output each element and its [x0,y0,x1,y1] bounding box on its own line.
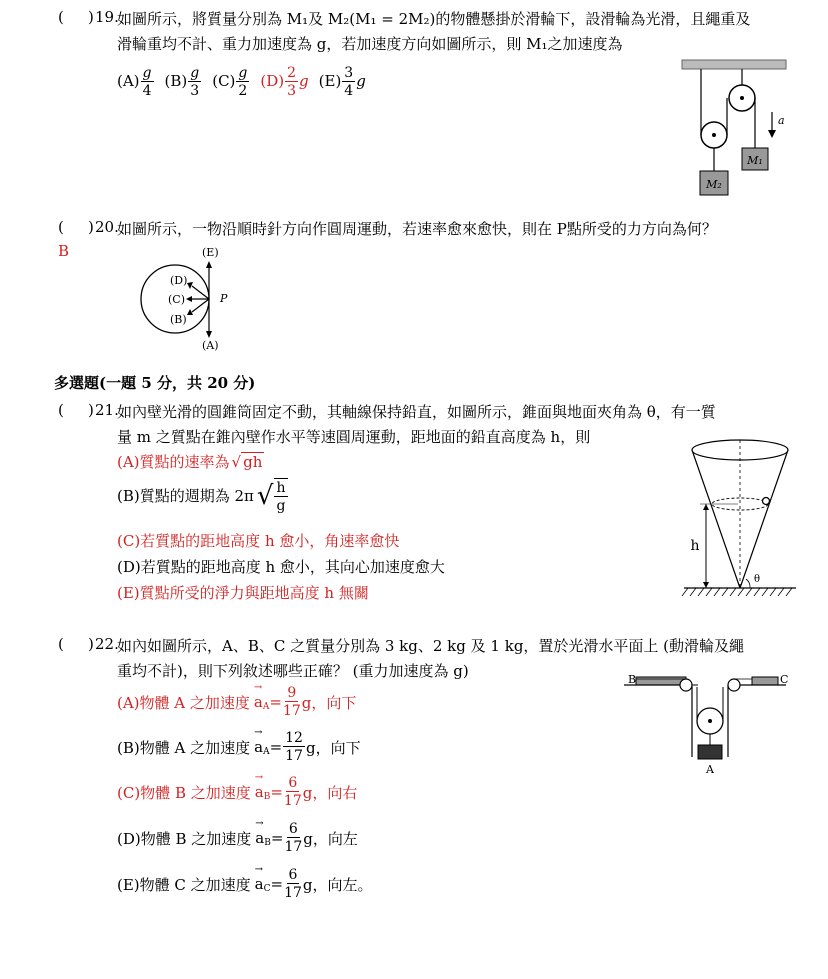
particle [763,498,770,505]
q22-line1: 如內如圖所示，A、B、C 之質量分別為 3 kg、2 kg 及 1 kg，置於光滑水平面上 (動滑輪及繩 [117,637,745,655]
q19-option-a: (A) $\frac{g}{4}$ [117,65,152,99]
q19-options [117,66,366,98]
q19-pulley-figure [680,58,790,203]
q21-paren-open: ( [58,401,64,419]
q19-option-c: (C) $\frac{g}{2}$ [212,65,248,99]
label-a: A [706,763,714,776]
q22-option-c: (C)物體 B 之加速度 → $a_B$ = $\frac{6}{17}$ g，向右 [117,776,357,808]
q22-line2: 重均不計)，則下列敘述哪些正確？ (重力加速度為 g) [117,662,469,680]
q22-option-a: (A)物體 A 之加速度 → $a_A$ = $\frac{9}{17}$ g，向下 [117,686,356,718]
q19-paren-close: ) [88,8,94,26]
q20-paren-close: ) [88,218,94,236]
label-b: (B) [170,313,187,326]
q20-circle-figure [130,242,250,354]
q20-text: 如圖所示，一物沿順時針方向作圓周運動，若速率愈來愈快，則在 P點所受的力方向為何？ [117,220,717,238]
left-pulley [680,679,692,691]
accel-label: a [778,114,785,127]
label-e: (E) [202,246,219,259]
accel-arrow [768,130,776,138]
q21-line2: 量 m 之質點在錐內壁作水平等速圓周運動，距地面的鉛直高度為 h，則 [117,428,591,446]
q22-pulley-figure [622,667,792,779]
q19-line2: 滑輪重均不計、重力加速度為 g，若加速度方向如圖所示，則 M₁之加速度為 [117,35,623,53]
q21-option-a: (A)質點的速率為 √ gh [117,453,263,471]
block-b [636,677,686,685]
q19-number: 19. [95,8,119,26]
label-c: (C) [168,293,185,306]
q22-number: 22. [95,635,119,653]
q21-option-d: (D)若質點的距地高度 h 愈小，其向心加速度愈大 [117,558,445,576]
h-label: h [690,538,700,554]
q20-paren-open: ( [58,218,64,236]
theta-label: θ [754,574,761,585]
mass-m1-label: M₁ [747,154,763,167]
q21-cone-figure [680,438,800,603]
section-title: 多選題(一題 5 分，共 20 分) [54,374,256,392]
q21-option-e: (E)質點所受的淨力與距地高度 h 無關 [117,584,369,602]
q19-option-e: (E) $\frac{3}{4}$ g [318,65,366,99]
mass-m2-label: M₂ [706,178,722,191]
label-p: P [220,292,228,305]
q22-paren-close: ) [88,635,94,653]
q21-number: 21. [95,401,119,419]
q22-option-e: (E)物體 C 之加速度 → $a_C$ = $\frac{6}{17}$ g，向左。 [117,868,373,900]
label-c: C [780,673,789,686]
q20-answer: B [58,242,70,260]
right-pulley [728,679,740,691]
q21-option-b: (B)質點的週期為 2π √ $\frac{h}{g}$ [117,480,286,514]
label-a: (A) [202,339,219,352]
q19-option-b: (B) $\frac{g}{3}$ [164,65,200,99]
q19-line1: 如圖所示，將質量分別為 M₁及 M₂(M₁ = 2M₂)的物體懸掛於滑輪下，設滑輪為光滑，且繩重及 [117,10,751,28]
q22-paren-open: ( [58,635,64,653]
block-c [752,677,778,685]
q21-paren-close: ) [88,401,94,419]
q20-number: 20. [95,218,119,236]
ceiling [682,60,786,69]
block-a [698,745,722,759]
q19-paren-open: ( [58,8,64,26]
q21-option-c: (C)若質點的距地高度 h 愈小，角速率愈快 [117,532,400,550]
label-b: B [628,673,637,686]
label-d: (D) [170,274,188,287]
q22-option-b: (B)物體 A 之加速度 → $a_A$ = $\frac{12}{17}$ g，向下 [117,731,361,763]
q22-option-d: (D)物體 B 之加速度 → $a_B$ = $\frac{6}{17}$ g，向左 [117,822,358,854]
q21-line1: 如內壁光滑的圓錐筒固定不動，其軸線保持鉛直，如圖所示，錐面與地面夾角為 θ，有一質 [117,403,716,421]
q19-option-d: (D) $\frac{2}{3}$ g [260,65,309,99]
